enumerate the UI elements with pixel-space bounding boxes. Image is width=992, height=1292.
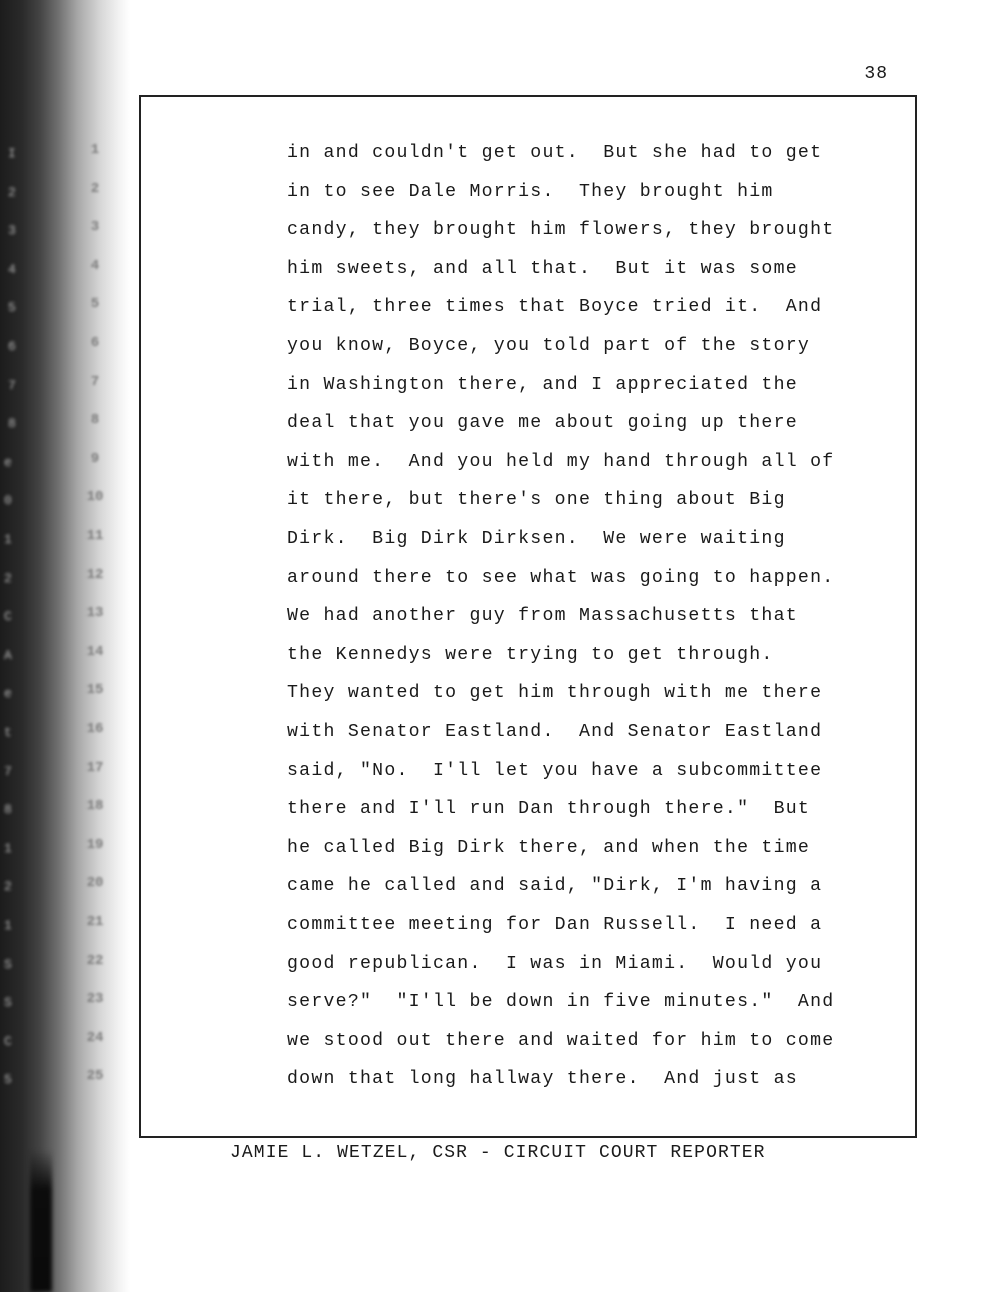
line-number: 7	[90, 373, 100, 390]
line-number: 15	[86, 682, 104, 699]
bleed-through-char: 1	[4, 918, 12, 933]
line-number: 10	[86, 489, 104, 506]
transcript-line: said, "No. I'll let you have a subcommittee	[287, 760, 823, 781]
transcript-line: with me. And you held my hand through all of	[287, 451, 835, 472]
bleed-through-char: e	[4, 686, 12, 702]
bleed-through-char: 7	[8, 377, 16, 393]
transcript-line: we stood out there and waited for him to come	[287, 1030, 835, 1051]
line-number: 16	[86, 721, 104, 737]
line-number: 4	[90, 257, 100, 274]
bleed-through-char: 0	[4, 493, 12, 509]
bleed-through-char: e	[4, 454, 12, 470]
bleed-through-char: 2	[4, 879, 12, 895]
transcript-line: around there to see what was going to happen.	[287, 567, 835, 588]
line-number: 23	[86, 991, 104, 1008]
transcript-line: down that long hallway there. And just as	[287, 1069, 798, 1090]
transcript-line: We had another guy from Massachusetts that	[287, 606, 798, 627]
bleed-through-char: 4	[8, 261, 16, 277]
bleed-through-char: C	[4, 1033, 12, 1049]
transcript-line: in and couldn't get out. But she had to get	[287, 143, 823, 163]
line-number: 22	[86, 952, 104, 969]
transcript-line: committee meeting for Dan Russell. I need a	[287, 915, 823, 935]
line-number: 6	[90, 335, 100, 351]
bleed-through-char: 1	[4, 532, 12, 547]
line-number: 13	[86, 605, 104, 622]
line-number: 8	[90, 412, 100, 429]
line-number: 9	[90, 450, 100, 467]
transcript-line: you know, Boyce, you told part of the story	[287, 336, 811, 356]
bleed-through-char: 5	[4, 1072, 12, 1088]
transcript-line: They wanted to get him through with me there	[287, 683, 823, 704]
transcript-line: Dirk. Big Dirk Dirksen. We were waiting	[287, 529, 786, 549]
bleed-through-char: 8	[4, 802, 12, 818]
line-number: 17	[86, 759, 104, 776]
transcript-line: candy, they brought him flowers, they brought	[287, 220, 835, 241]
bleed-through-char: 7	[4, 763, 12, 779]
bleed-through-char: 6	[8, 339, 16, 354]
transcript-line: deal that you gave me about going up there	[287, 413, 798, 434]
line-number: 12	[86, 566, 104, 583]
bleed-through-char: S	[4, 956, 12, 972]
line-number: 1	[90, 142, 100, 158]
bleed-through-char: A	[4, 647, 12, 663]
line-number: 2	[90, 180, 100, 197]
bleed-through-char: t	[4, 725, 12, 740]
bleed-through-char: 1	[4, 840, 12, 856]
transcript-line: good republican. I was in Miami. Would you	[287, 953, 823, 974]
transcript-line: came he called and said, "Dirk, I'm having a	[287, 876, 823, 897]
reporter-footer: JAMIE L. WETZEL, CSR - CIRCUIT COURT REPORTER	[230, 1143, 766, 1163]
scanned-spine-shadow	[0, 0, 130, 1292]
transcript-line: in Washington there, and I appreciated the	[287, 374, 798, 395]
bleed-through-char: 3	[8, 223, 16, 239]
transcript-line: it there, but there's one thing about Big	[287, 490, 786, 511]
transcript-line: him sweets, and all that. But it was some	[287, 258, 798, 279]
line-number: 14	[86, 643, 104, 660]
line-number: 19	[86, 836, 104, 853]
line-number: 5	[90, 296, 100, 313]
line-number: 18	[86, 798, 104, 815]
transcript-line: with Senator Eastland. And Senator Eastland	[287, 722, 823, 742]
transcript-line: the Kennedys were trying to get through.	[287, 644, 774, 665]
bleed-through-char: 8	[8, 416, 16, 432]
bleed-through-char: S	[4, 995, 12, 1011]
line-number: 21	[86, 914, 104, 930]
transcript-line: trial, three times that Boyce tried it. And	[287, 297, 823, 318]
line-number: 3	[90, 219, 100, 236]
transcript-line: in to see Dale Morris. They brought him	[287, 181, 774, 202]
line-number: 20	[86, 875, 104, 892]
page-number: 38	[864, 64, 888, 84]
line-number: 11	[86, 528, 104, 544]
bleed-through-char: I	[8, 146, 16, 161]
bleed-through-char: 2	[4, 570, 12, 586]
line-number: 25	[86, 1068, 104, 1085]
bleed-through-char: 2	[8, 184, 16, 200]
transcript-line: he called Big Dirk there, and when the time	[287, 837, 811, 858]
line-number: 24	[86, 1029, 104, 1046]
transcript-line: there and I'll run Dan through there." But	[287, 799, 811, 820]
bleed-through-char: C	[4, 609, 12, 625]
transcript-line: serve?" "I'll be down in five minutes." And	[287, 992, 835, 1013]
bleed-through-char: 5	[8, 300, 16, 316]
spine-dark-edge	[30, 1150, 52, 1292]
